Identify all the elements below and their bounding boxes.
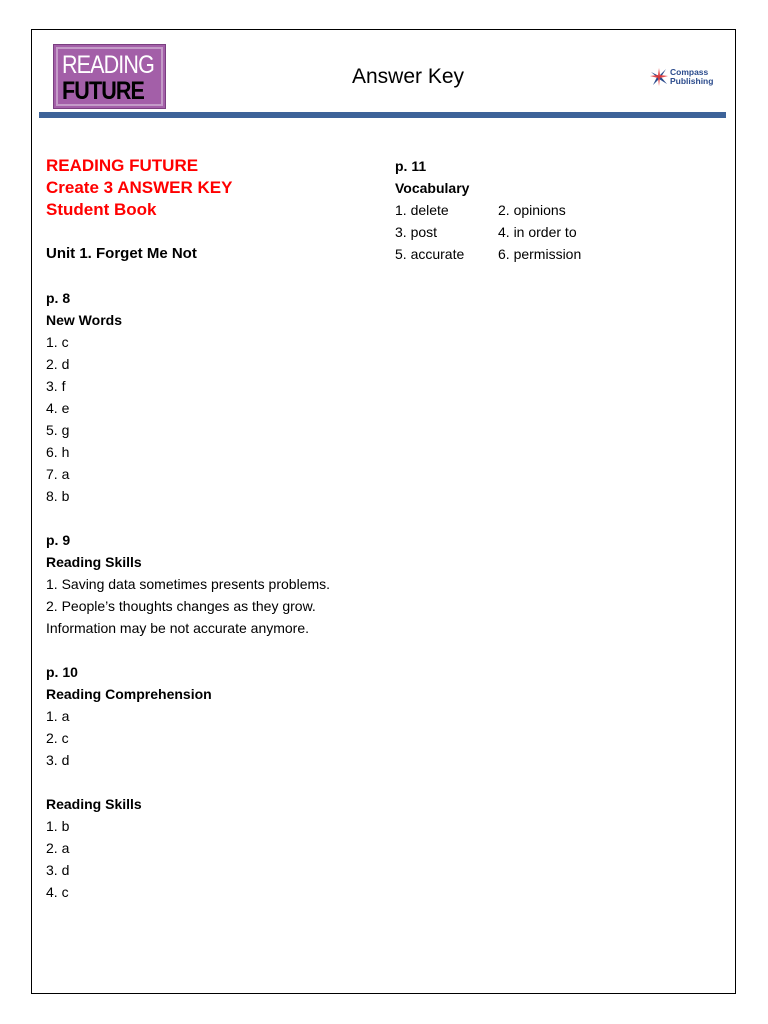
answer-item: 2. d bbox=[46, 356, 70, 372]
vocab-row bbox=[395, 199, 725, 221]
page-label-p11: p. 11 bbox=[395, 158, 427, 174]
publisher-line-2: Publishing bbox=[670, 76, 714, 86]
answer-item: Information may be not accurate anymore. bbox=[46, 620, 310, 636]
answer-item: 3. post bbox=[395, 224, 438, 240]
logo-line-reading: READING bbox=[62, 51, 154, 79]
answer-item: 7. a bbox=[46, 466, 70, 482]
answer-item: 4. in order to bbox=[498, 224, 577, 240]
answer-item: 2. a bbox=[46, 840, 70, 856]
answer-item: 8. b bbox=[46, 488, 70, 504]
compass-publishing-logo bbox=[649, 67, 719, 89]
section-reading-skills: Reading Skills bbox=[46, 796, 142, 812]
answer-item: 3. d bbox=[46, 752, 70, 768]
doc-heading-3: Student Book bbox=[46, 200, 157, 219]
header-divider bbox=[39, 112, 726, 118]
page-label-p9: p. 9 bbox=[46, 532, 71, 548]
answer-item: 3. f bbox=[46, 378, 66, 394]
section-new-words: New Words bbox=[46, 312, 122, 328]
answer-item: 2. c bbox=[46, 730, 69, 746]
page-label-p10: p. 10 bbox=[46, 664, 78, 680]
doc-heading-2: Create 3 ANSWER KEY bbox=[46, 178, 233, 197]
answer-item: 4. c bbox=[46, 884, 69, 900]
answer-item: 1. a bbox=[46, 708, 70, 724]
doc-heading-1: READING FUTURE bbox=[46, 156, 199, 175]
answer-item: 6. permission bbox=[498, 246, 582, 262]
right-column bbox=[395, 155, 725, 265]
section-vocabulary: Vocabulary bbox=[395, 180, 470, 196]
answer-item: 1. b bbox=[46, 818, 70, 834]
left-column bbox=[46, 155, 376, 903]
section-reading-comprehension: Reading Comprehension bbox=[46, 686, 212, 702]
answer-item: 5. g bbox=[46, 422, 70, 438]
answer-item: 4. e bbox=[46, 400, 70, 416]
vocab-row bbox=[395, 221, 725, 243]
answer-item: 1. Saving data sometimes presents problems. bbox=[46, 576, 331, 592]
answer-item: 6. h bbox=[46, 444, 70, 460]
unit-title: Unit 1. Forget Me Not bbox=[46, 245, 197, 262]
answer-item: 2. opinions bbox=[498, 202, 566, 218]
answer-item: 3. d bbox=[46, 862, 70, 878]
section-reading-skills: Reading Skills bbox=[46, 554, 142, 570]
publisher-name bbox=[670, 68, 713, 86]
answer-item: 1. delete bbox=[395, 202, 449, 218]
answer-item: 1. c bbox=[46, 334, 69, 350]
page-label-p8: p. 8 bbox=[46, 290, 71, 306]
answer-item: 2. People’s thoughts changes as they grow. bbox=[46, 598, 316, 614]
compass-star-icon bbox=[649, 67, 669, 87]
logo-line-future: FUTURE bbox=[62, 77, 145, 105]
publisher-line-1: Compass bbox=[670, 67, 709, 77]
answer-item: 5. accurate bbox=[395, 246, 465, 262]
page-title: Answer Key bbox=[351, 65, 465, 88]
vocab-row bbox=[395, 243, 725, 265]
